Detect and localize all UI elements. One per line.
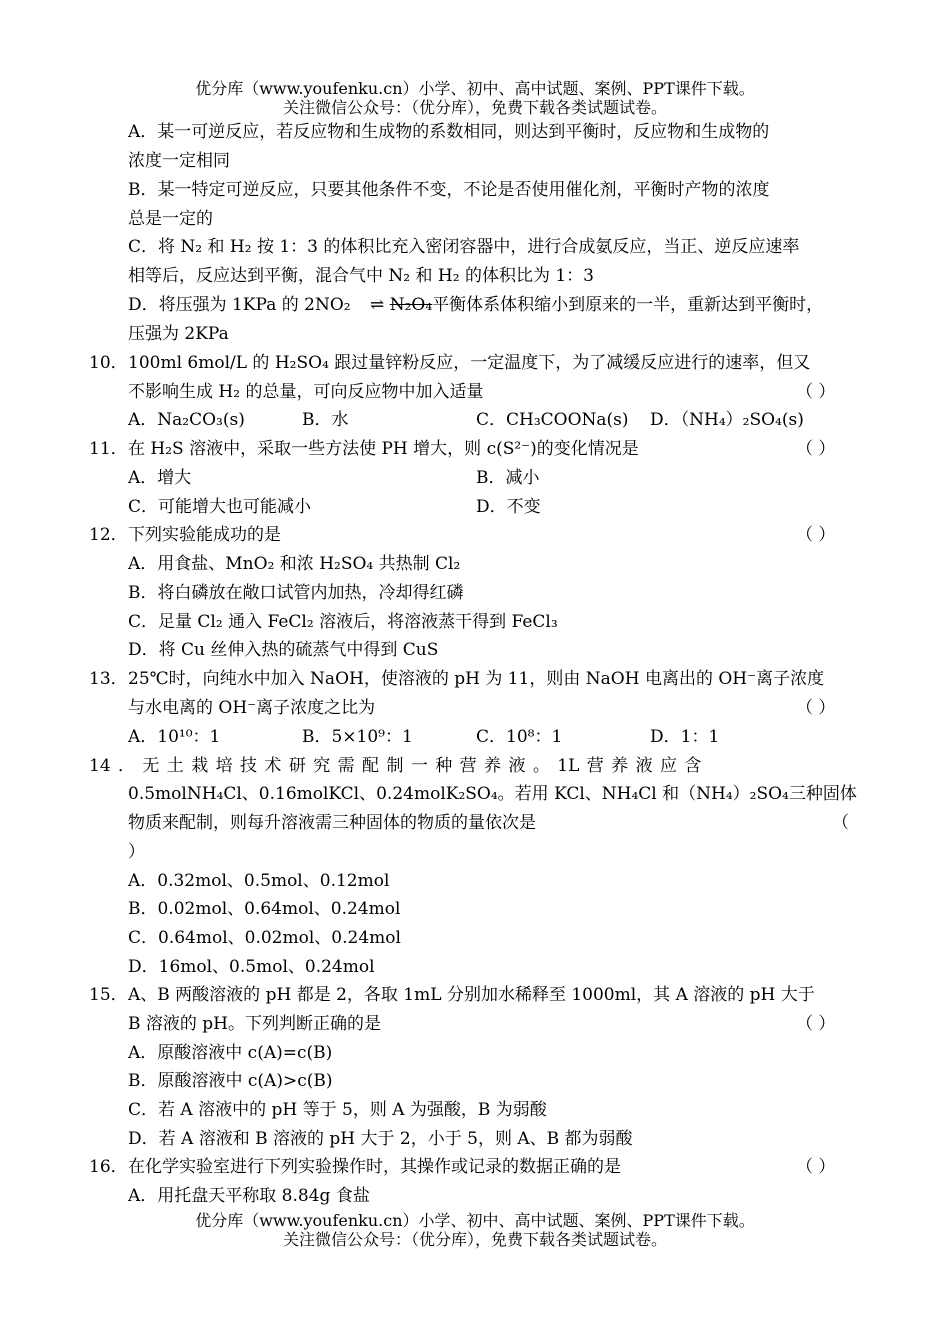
q9-option-d-line1 (128, 294, 823, 316)
q12-option-d: D．将 Cu 丝伸入热的硫蒸气中得到 CuS (128, 640, 439, 660)
q10-stem-line2: 不影响生成 H₂ 的总量，可向反应物中加入适量 (128, 382, 484, 402)
q14-option-a: A．0.32mol、0.5mol、0.12mol (128, 871, 390, 891)
q9-option-a-line2: 浓度一定相同 (128, 151, 230, 171)
q13-option-c: C．10⁸：1 (476, 727, 563, 747)
q15-stem-line2: B 溶液的 pH。下列判断正确的是 (128, 1014, 382, 1034)
header-line-2: 关注微信公众号：（优分库），免费下载各类试题试卷。 (282, 98, 667, 117)
q9-option-c-line2: 相等后，反应达到平衡，混合气中 N₂ 和 H₂ 的体积比为 1：3 (128, 266, 594, 286)
header-line-1: 优分库（www.youfenku.cn）小学、初中、高中试题、案例、PPT课件下载。 (195, 79, 755, 98)
q10-option-b: B．水 (302, 410, 349, 430)
q16-option-a: A．用托盘天平称取 8.84g 食盐 (128, 1186, 370, 1206)
q14-stem-line1: ． 无 土 栽 培 技 术 研 究 需 配 制 一 种 营 养 液 。 1L 营 养 液 应 含 (118, 756, 702, 776)
q12-option-a: A．用食盐、MnO₂ 和浓 H₂SO₄ 共热制 Cl₂ (128, 554, 461, 574)
q11-option-d: D．不变 (476, 497, 541, 517)
q11-answer-blank: （ ） (796, 439, 836, 459)
q16-number: 16． (89, 1157, 128, 1177)
q11-option-b: B．减小 (476, 468, 540, 488)
q9-d-product: N₂O₄ (389, 295, 433, 315)
q13-stem-line1: 25℃时，向纯水中加入 NaOH，使溶液的 pH 为 11，则由 NaOH 电离出的 OH⁻离子浓度 (128, 669, 825, 689)
q9-option-d-line2: 压强为 2KPa (128, 324, 229, 344)
q13-option-b: B．5×10⁹：1 (302, 727, 413, 747)
q13-answer-blank: （ ） (796, 698, 836, 718)
q10-option-a: A．Na₂CO₃(s) (128, 410, 245, 430)
q10-option-d: D．（NH₄）₂SO₄(s) (650, 410, 804, 430)
footer-line-1: 优分库（www.youfenku.cn）小学、初中、高中试题、案例、PPT课件下载。 (195, 1211, 755, 1230)
q14-number: 14 (89, 756, 111, 776)
q14-answer-blank-open: （ (832, 813, 849, 833)
q10-option-c: C．CH₃COONa(s) (476, 410, 629, 430)
q9-option-a-line1: A．某一可逆反应，若反应物和生成物的系数相同，则达到平衡时，反应物和生成物的 (128, 122, 770, 142)
q14-stem-line2: 0.5molNH₄Cl、0.16molKCl、0.24molK₂SO₄。若用 KCl、NH₄Cl 和（NH₄）₂SO₄三种固体 (128, 784, 857, 804)
q12-option-b: B．将白磷放在敞口试管内加热，冷却得红磷 (128, 583, 464, 603)
q15-option-b: B．原酸溶液中 c(A)>c(B) (128, 1071, 333, 1091)
q9-option-b-line2: 总是一定的 (128, 209, 213, 229)
q9-option-c-line1: C．将 N₂ 和 H₂ 按 1：3 的体积比充入密闭容器中，进行合成氨反应，当正、逆反应速率 (128, 237, 800, 257)
q13-number: 13． (89, 669, 128, 689)
q12-option-c: C．足量 Cl₂ 通入 FeCl₂ 溶液后，将溶液蒸干得到 FeCl₃ (128, 612, 558, 632)
q11-number: 11． (89, 439, 128, 459)
q14-option-d: D．16mol、0.5mol、0.24mol (128, 957, 375, 977)
q12-answer-blank: （ ） (796, 525, 836, 545)
q10-number: 10． (89, 353, 128, 373)
q13-stem-line2: 与水电离的 OH⁻离子浓度之比为 (128, 698, 376, 718)
q13-option-d: D．1：1 (650, 727, 720, 747)
q9-d-text-c: 平衡体系体积缩小到原来的一半，重新达到平衡时， (432, 295, 824, 315)
q15-option-d: D．若 A 溶液和 B 溶液的 pH 大于 2，小于 5，则 A、B 都为弱酸 (128, 1129, 633, 1149)
equilibrium-arrow-icon: ⇌ (370, 295, 385, 315)
q13-option-a: A．10¹⁰：1 (128, 727, 221, 747)
q15-number: 15． (89, 985, 128, 1005)
q16-answer-blank: （ ） (796, 1157, 836, 1177)
q15-option-a: A．原酸溶液中 c(A)=c(B) (128, 1043, 333, 1063)
footer-line-2: 关注微信公众号：（优分库），免费下载各类试题试卷。 (282, 1230, 667, 1249)
q9-d-text-a: D．将压强为 1KPa 的 2NO₂ (128, 295, 351, 315)
q9-option-b-line1: B．某一特定可逆反应，只要其他条件不变，不论是否使用催化剂，平衡时产物的浓度 (128, 180, 770, 200)
q10-answer-blank: （ ） (796, 382, 836, 402)
q14-option-b: B．0.02mol、0.64mol、0.24mol (128, 899, 401, 919)
q12-number: 12． (89, 525, 128, 545)
q15-option-c: C．若 A 溶液中的 pH 等于 5，则 A 为强酸，B 为弱酸 (128, 1100, 547, 1120)
q15-stem-line1: A、B 两酸溶液的 pH 都是 2，各取 1mL 分别加水稀释至 1000ml，其 A 溶液的 pH 大于 (128, 985, 815, 1005)
q11-option-a: A．增大 (128, 468, 192, 488)
q15-answer-blank: （ ） (796, 1014, 836, 1034)
q11-stem-line1: 在 H₂S 溶液中，采取一些方法使 PH 增大，则 c(S²⁻)的变化情况是 (128, 439, 639, 459)
q12-stem-line1: 下列实验能成功的是 (128, 525, 281, 545)
q14-answer-blank-close: ） (128, 842, 145, 862)
q11-option-c: C．可能增大也可能减小 (128, 497, 312, 517)
q14-option-c: C．0.64mol、0.02mol、0.24mol (128, 928, 401, 948)
q10-stem-line1: 100ml 6mol/L 的 H₂SO₄ 跟过量锌粉反应，一定温度下，为了减缓反应进行的速率，但又 (128, 353, 811, 373)
q14-stem-line3: 物质来配制，则每升溶液需三种固体的物质的量依次是 (128, 813, 536, 833)
q16-stem-line1: 在化学实验室进行下列实验操作时，其操作或记录的数据正确的是 (128, 1157, 621, 1177)
